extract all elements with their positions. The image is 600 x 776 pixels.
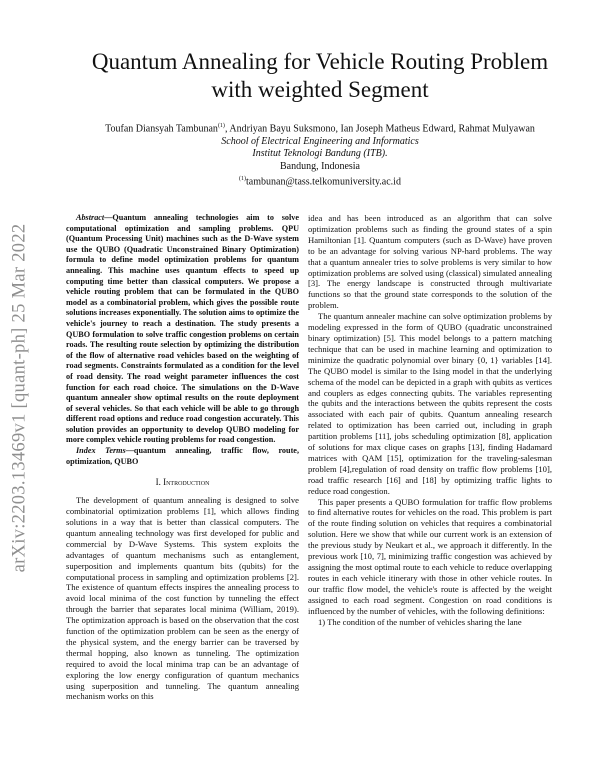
abstract-text: —Quantum annealing technologies aim to solve computational optimization and sampling problems. QPU (Quantum Processing Unit) machines such as the D-Wave system use the QUBO (Quadratic Unconstrained Binary Optimization) formula to define model optimization problems for quantum annealing. This machine uses quantum effects to speed up computing time better than classical computers. We propose a vehicle routing problem that can be formulated in the QUBO model as a combinatorial problem, which gives the possible route solutions increases exponentially. The solution aims to optimize the vehicle's journey to reach a destination. The study presents a QUBO formulation to solve traffic congestion problems on certain roads. The resulting route selection by optimizing the distribution of the flow of alternative road vehicles based on the weighting of road segments. Constraints formulated as a condition for the level of road density. The road weight parameter influences the cost function for each road choice. The simulations on the D-Wave quantum annealer show optimal results on the route deployment of several vehicles. So that each vehicle will be able to go through different road options and reduce road congestion accurately. This solution provides an opportunity to develop QUBO modeling for more complex vehicle routing problems for road congestion. — [66, 213, 299, 445]
introduction-paragraph: The development of quantum annealing is designed to solve combinatorial optimization problems [1], which allows finding solutions in a way that is better than classical computers. The quantum annealing technology was first developed for public and commercial by D-Wave Systems. This system exploits the advantages of quantum mechanisms such as entanglement, superposition and implements quantum bits (qubits) for the computational process in sampling and optimization problems [2]. The existence of quantum effects inspires the annealing process to avoid local minima of the cost function by tunneling the effect through the barrier that separates local minima (William, 2019). The optimization approach is based on the observation that the cost function of the optimization problem can be seen as the energy of the physical system, and the energy barrier can be traversed by thermal hopping, also known as tunneling. The optimization required to avoid the local minima trap can be an advantage of exploring the low energy configuration of quantum mechanics using superposition and tunneling. The quantum annealing mechanism works on this — [66, 495, 299, 702]
author-names: Toufan Diansyah Tambunan$^{(1)}$, Andriyan Bayu Suksmono, Ian Joseph Matheus Edward, Rahmat Mulyawan — [105, 123, 535, 135]
paper-title — [40, 48, 600, 104]
author-location: Bandung, Indonesia — [280, 160, 360, 172]
author-school: School of Electrical Engineering and Informatics — [221, 135, 419, 147]
abstract — [66, 213, 299, 446]
index-terms-text: —quantum annealing, traffic flow, route, optimization, QUBO — [66, 446, 299, 466]
author-block — [40, 120, 600, 189]
index-terms — [66, 446, 299, 467]
right-paragraph-3: This paper presents a QUBO formulation for traffic flow problems to find alternative routes for vehicles on the road. This problem is part of the route finding solution on vehicles that requires a combinatorial solution. Here we show that while our current work is an extension of the previous study by Neukart et al., we approach it differently. In the previous work [10, 7], minimizing traffic congestion was achieved by assigning the most optimal route to each vehicle to reduce overlapping routes in each vehicle itinerary with those in other vehicle routes. In our traffic flow model, the vehicle's route is affected by the weight assigned to each road segment. Congestion on road conditions is influenced by the number of vehicles, with the following definitions: — [308, 496, 552, 616]
author-institute: Institut Teknologi Bandung (ITB). — [252, 148, 388, 160]
right-paragraph-2: The quantum annealer machine can solve optimization problems by modeling expressed in the form of QUBO (quadratic unconstrained binary optimization) [5]. This model belongs to a pattern matching technique that can be used in machine learning and optimization to minimize the quadratic polynomial over binary {0, 1} variables [14]. The QUBO model is similar to the Ising model in that the underlying schema of the model can be depicted in a graph with qubits as vertices and couplers as edges connecting qubits. The variables representing the qubits and the interactions between the qubits represent the costs associated with each pair of qubits. Quantum annealing research related to optimization has been carried out, including in graph partition problems [11], jobs scheduling optimization [8], application of solutions for max clique cases on graphs [13], finding Hadamard matrices with QAM [15], optimization for the traveling-salesman problem [4],regulation of road density on traffic flow problems [10], road traffic research [16] and [18] by optimizing traffic lights to reduce road congestion. — [308, 311, 552, 496]
right-paragraph-1: idea and has been introduced as an algorithm that can solve optimization problems such as finding the ground states of a spin Hamiltonian [1]. Quantum computers (such as D-Wave) have proven to be an advantage for solving various NP-hard problems. The way that a quantum annealer tries to solve problems is very similar to how optimization problems are solved using (classical) simulated annealing [3]. The energy landscape is constructed through multivariate functions so that the ground state corresponds to the solution of the problem. — [308, 213, 552, 311]
arxiv-identifier: arXiv:2203.13469v1 [quant-ph] 25 Mar 2022 — [9, 223, 30, 573]
abstract-label: Abstract — [76, 213, 105, 222]
index-terms-label: Index Terms — [76, 446, 126, 456]
section-heading-introduction: I. Introduction — [155, 477, 210, 488]
right-list-item-1: 1) The condition of the number of vehicles sharing the lane — [318, 616, 522, 627]
right-column — [308, 213, 552, 627]
title-line-2: with weighted Segment — [211, 77, 429, 102]
left-column — [66, 213, 299, 702]
arxiv-sidebar — [0, 0, 40, 776]
author-email: $^{(1)}$tambunan@tass.telkomuniversity.ac.id — [239, 176, 401, 188]
title-line-1: Quantum Annealing for Vehicle Routing Problem — [91, 49, 549, 74]
